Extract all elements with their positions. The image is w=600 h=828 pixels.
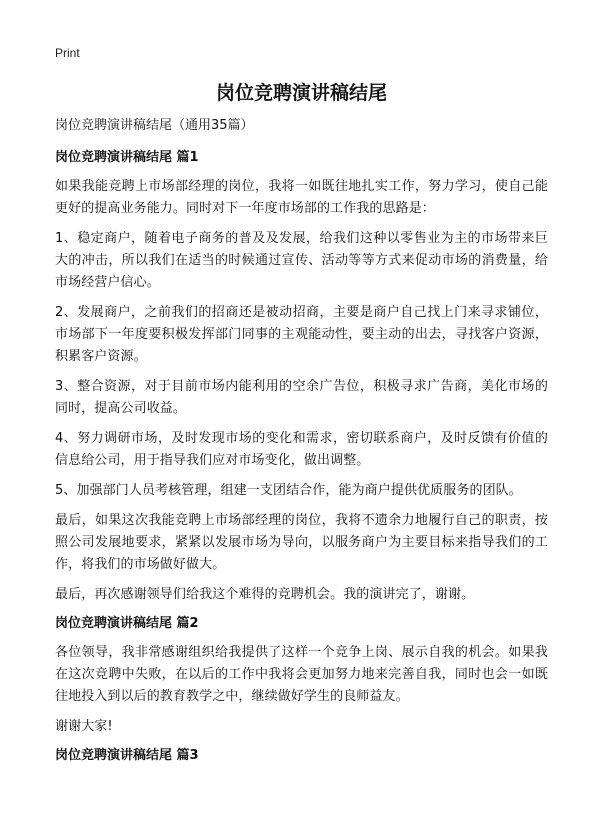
- paragraph: 谢谢大家!: [55, 719, 113, 734]
- paragraph: 1、稳定商户，随着电子商务的普及及发展，给我们这种以零售业为主的市场带来巨大的冲击，所以我们在适当的时候通过宣传、活动等等方式来促动市场的消费量，给市场经营户信心。: [55, 231, 548, 290]
- page-title: 岗位竞聘演讲稿结尾: [215, 82, 387, 104]
- section-2: [55, 614, 548, 738]
- document-subtitle: 岗位竞聘演讲稿结尾（通用35篇）: [55, 118, 254, 133]
- paragraph: 如果我能竞聘上市场部经理的岗位，我将一如既往地扎实工作，努力学习，使自己能更好的提高业务能力。同时对下一年度市场部的工作我的思路是：: [55, 179, 548, 216]
- paragraph: 5、加强部门人员考核管理，组建一支团结合作，能为商户提供优质服务的团队。: [55, 483, 522, 498]
- section-heading: 岗位竞聘演讲稿结尾 篇3: [55, 748, 199, 763]
- paragraph: 各位领导，我非常感谢组织给我提供了这样一个竞争上岗、展示自我的机会。如果我在这次竞聘中失败，在以后的工作中我将会更加努力地来完善自我，同时也会一如既往地投入到以后的教育教学之中，继续做好学生的良师益友。: [55, 645, 548, 704]
- section-heading: 岗位竞聘演讲稿结尾 篇2: [55, 616, 199, 631]
- paragraph: 最后，如果这次我能竞聘上市场部经理的岗位，我将不遗余力地履行自己的职责，按照公司发展地要求，紧紧以发展市场为导向，以服务商户为主要目标来指导我们的工作，将我们的市场做好做大。: [55, 513, 548, 572]
- section-heading: 岗位竞聘演讲稿结尾 篇1: [55, 150, 199, 165]
- paragraph: 4、努力调研市场，及时发现市场的变化和需求，密切联系商户，及时反馈有价值的信息给公司，用于指导我们应对市场变化，做出调整。: [55, 431, 548, 468]
- paragraph: 3、整合资源，对于目前市场内能利用的空余广告位，积极寻求广告商，美化市场的同时，提高公司收益。: [55, 379, 548, 416]
- paragraph: 2、发展商户，之前我们的招商还是被动招商，主要是商户自己找上门来寻求铺位，市场部下一年度要积极发挥部门同事的主观能动性，要主动的出去，寻找客户资源，积累客户资源。: [55, 305, 548, 364]
- print-link[interactable]: Print: [55, 46, 80, 60]
- paragraph: 最后，再次感谢领导们给我这个难得的竞聘机会。我的演讲完了，谢谢。: [55, 587, 475, 602]
- section-1: [55, 148, 548, 606]
- section-3: [55, 746, 548, 766]
